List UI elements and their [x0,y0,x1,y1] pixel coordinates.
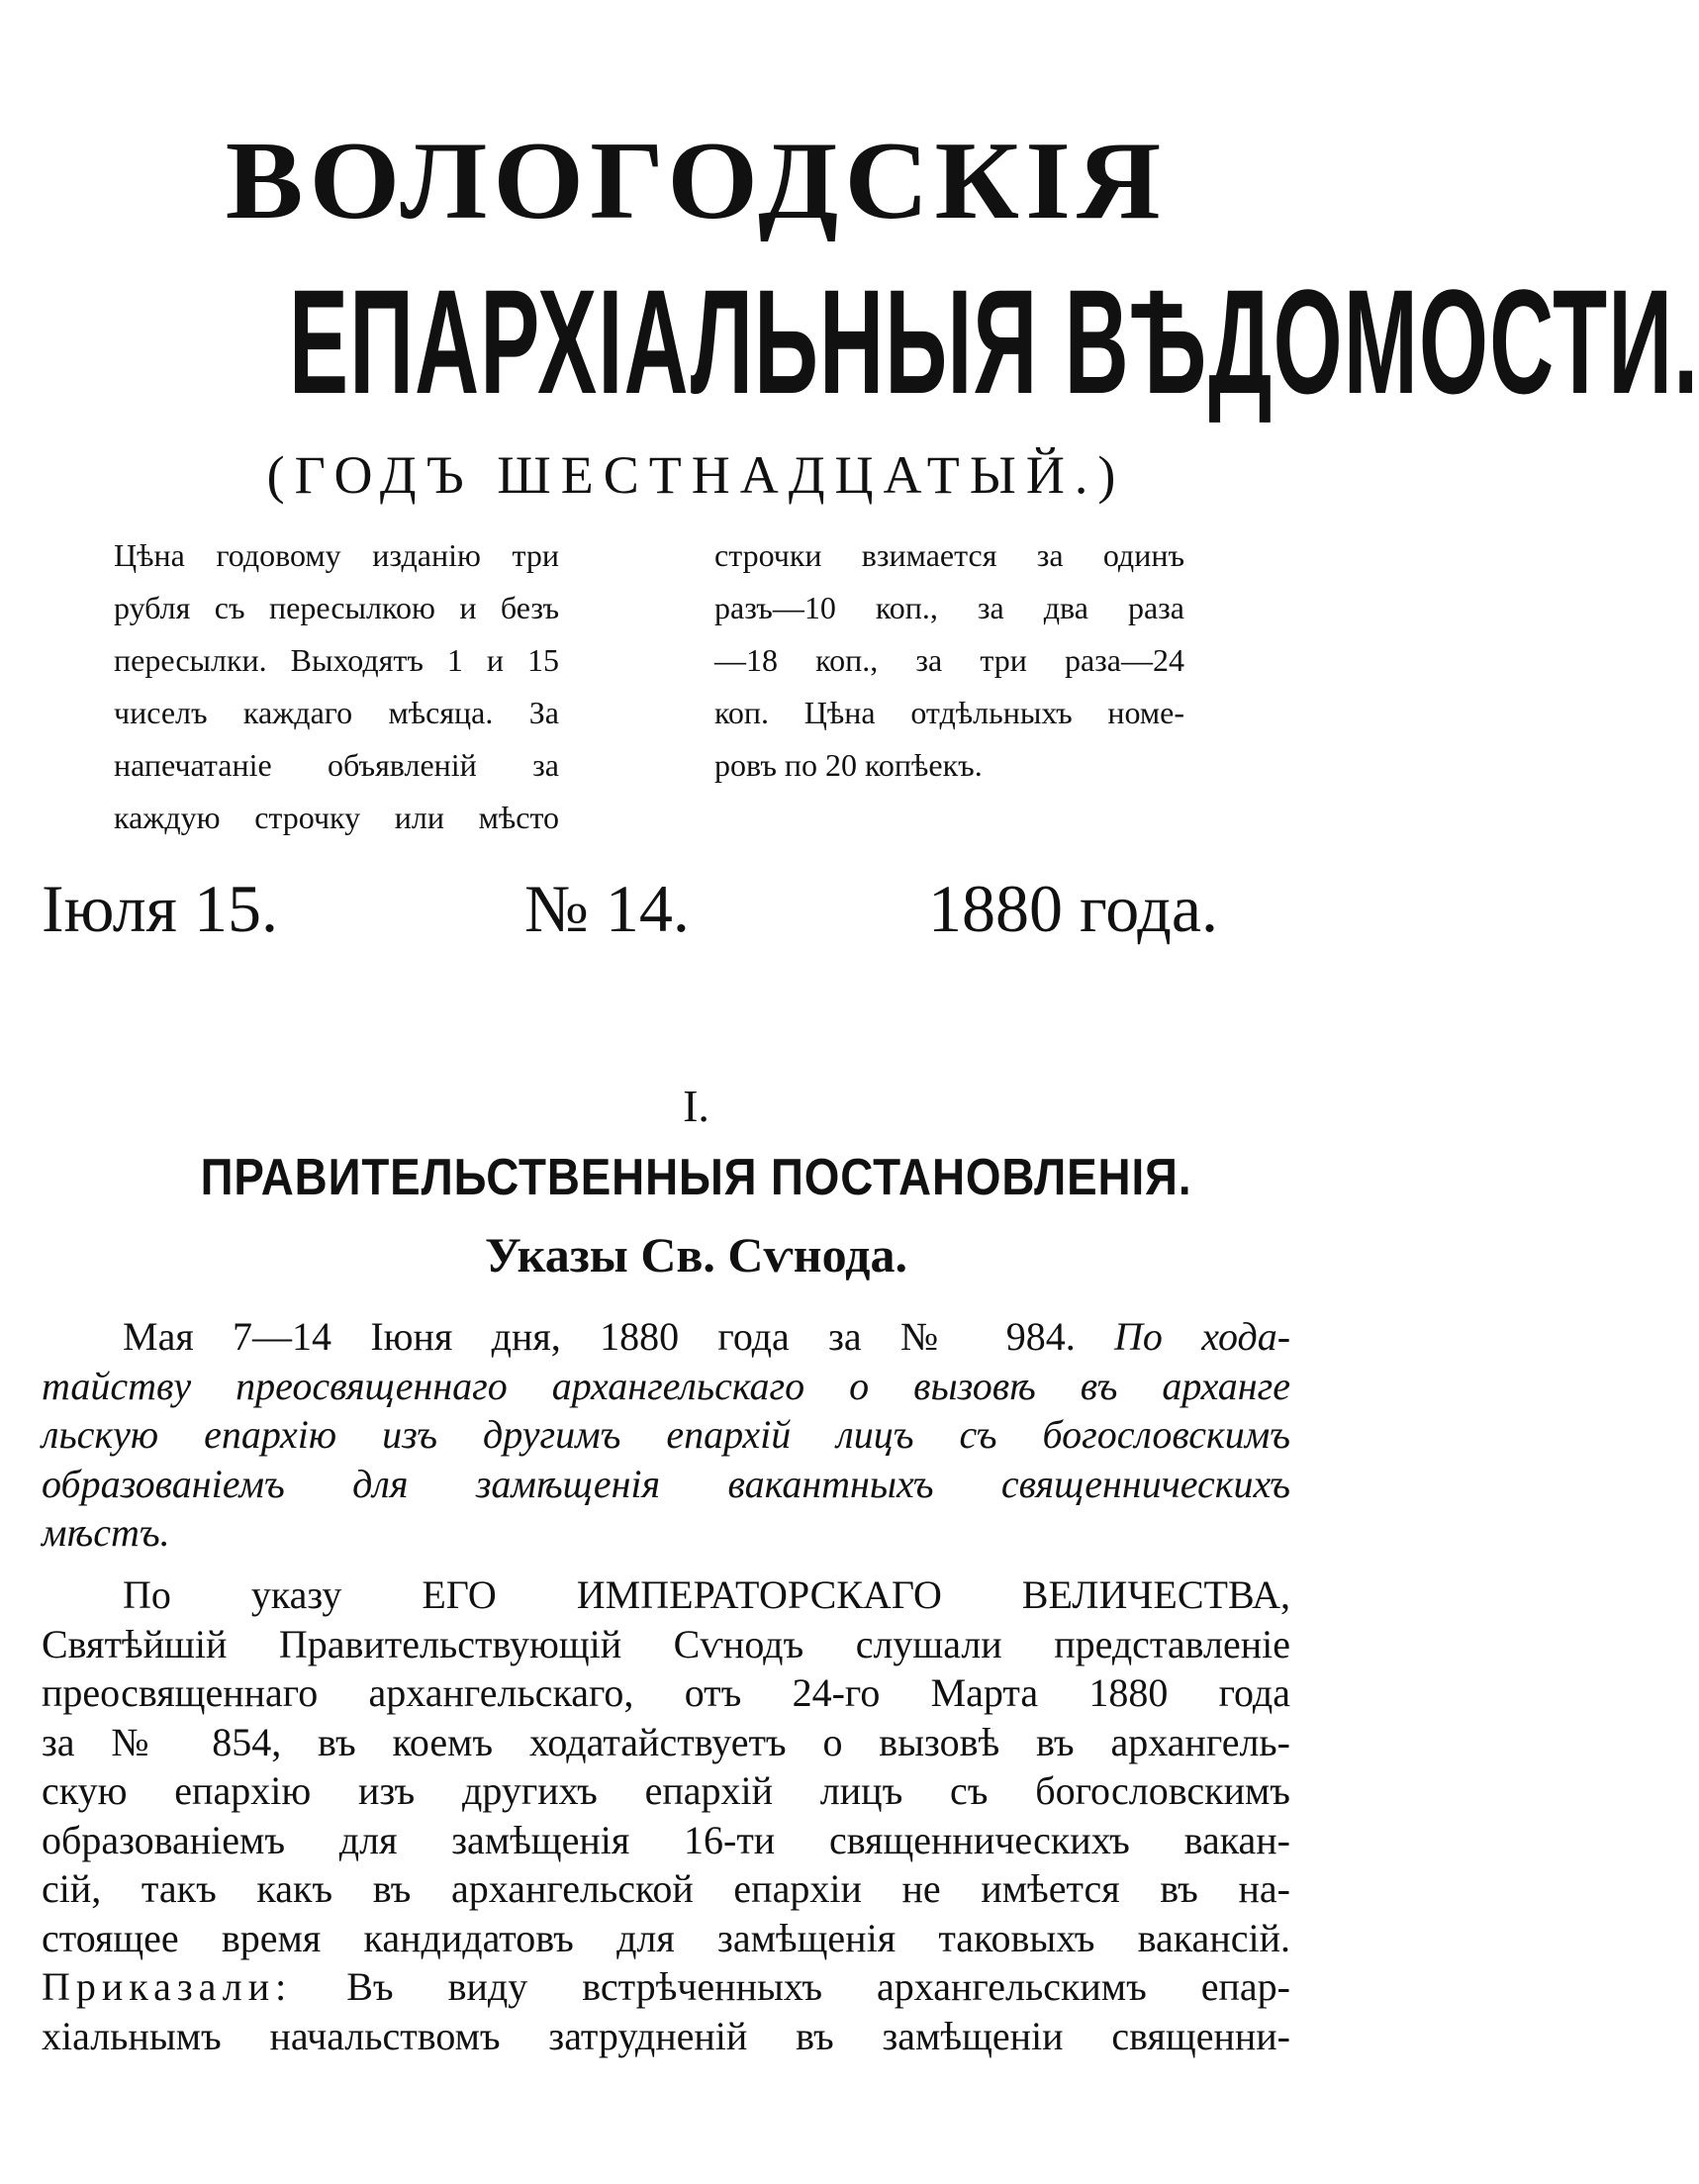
info-line: напечатаніе объявленій за [114,747,559,783]
paragraph-line: Святѣйшій Правительствующій Сѵнодъ слушали представленіе [42,1621,1290,1666]
paragraph-line: льскую епархію изъ другимъ епархій лицъ съ богословскимъ [42,1412,1290,1457]
info-line: коп. Цѣна отдѣльныхъ номе- [714,695,1184,730]
info-line: чиселъ каждаго мѣсяца. За [114,695,559,730]
paragraph-line: хіальнымъ начальствомъ затрудненій въ замѣщеніи священни- [42,2013,1290,2058]
info-line: строчки взимается за одинъ [714,537,1184,573]
info-line: каждую строчку или мѣсто [114,800,559,835]
info-line: ровъ по 20 копѣекъ. [714,747,983,783]
paragraph-line [42,1962,1290,2012]
info-line: рубля съ пересылкою и безъ [114,590,559,625]
ordered-word: Приказали: [42,1964,293,2009]
decree-date-ref: Мая 7—14 Іюня дня, 1880 года за № 984. [123,1314,1076,1359]
paragraph-line: преосвященнаго архангельскаго, отъ 24-го Марта 1880 года [42,1670,1290,1715]
issue-date: Іюля 15. [42,871,278,946]
subscription-info-right [714,529,1184,792]
subsection-title: Указы Св. Сѵнода. [485,1227,907,1282]
info-line: пересылки. Выходятъ 1 и 15 [114,642,559,678]
info-line: разъ—10 коп., за два раза [714,590,1184,625]
paragraph-line: скую епархію изъ другихъ епархій лицъ съ богословскимъ [42,1768,1290,1813]
paragraph-line: стоящее время кандидатовъ для замѣщенія таковыхъ вакансій. [42,1915,1290,1960]
section-number: I. [683,1081,709,1131]
decree-summary-start: По хода- [1114,1314,1291,1359]
paragraph-line: за № 854, въ коемъ ходатайствуетъ о вызовѣ въ архангель- [42,1719,1290,1764]
paragraph-line: сій, такъ какъ въ архангельской епархіи не имѣется въ на- [42,1866,1290,1911]
issue-number: № 14. [524,871,690,946]
masthead-title: ВОЛОГОДСКІЯ [225,119,1168,242]
issue-year: 1880 года. [928,871,1219,946]
paragraph-line: мѣстъ. [42,1510,170,1555]
paragraph-line: образованіемъ для замѣщенія 16-ти священническихъ вакан- [42,1817,1290,1862]
publication-year-note: (ГОДЪ ШЕСТНАДЦАТЫЙ.) [266,445,1126,505]
decree-body-paragraph [42,1570,1290,2060]
paragraph-line-rest: Въ виду встрѣченныхъ архангельскимъ епар- [346,1964,1291,2009]
info-line: —18 коп., за три раза—24 [714,642,1184,678]
paragraph-line: По указу ЕГО ИМПЕРАТОРСКАГО ВЕЛИЧЕСТВА, [123,1572,1290,1617]
section-title: ПРАВИТЕЛЬСТВЕННЫЯ ПОСТАНОВЛЕНІЯ. [200,1149,1192,1206]
paragraph-line: тайству преосвященнаго архангельскаго о вызовѣ въ архангe [42,1363,1290,1408]
subscription-info-left [114,529,559,844]
issue-line [0,869,1392,948]
decree-heading-paragraph [42,1312,1290,1558]
paragraph-line [42,1312,1290,1362]
paragraph-line: образованіемъ для замѣщенія вакантныхъ священническихъ [42,1461,1290,1506]
masthead-subtitle: ЕПАРХІАЛЬНЫЯ ВѢДОМОСТИ. [289,258,1699,425]
info-line: Цѣна годовому изданію три [114,537,559,573]
